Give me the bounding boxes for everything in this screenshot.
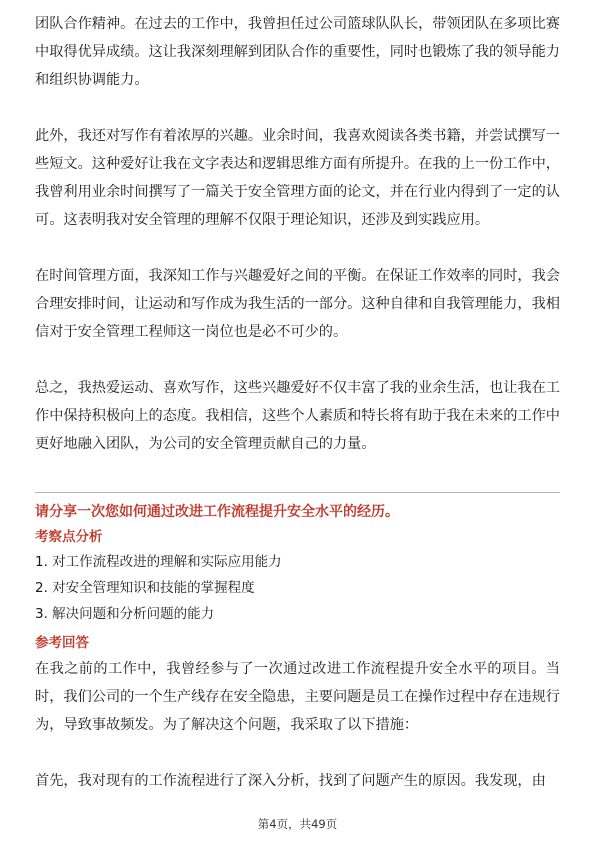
analysis-title: 考察点分析 — [35, 529, 103, 545]
question-heading: 请分享一次您如何通过改进工作流程提升安全水平的经历。 — [35, 504, 399, 520]
paragraph-summary: 总之，我热爱运动、喜欢写作，这些兴趣爱好不仅丰富了我的业余生活，也让我在工作中保持积极向上的态度。我相信，这些个人素质和特长将有助于我在未来的工作中更好地融入团队，为公司的安全管理贡献自己的力量。 — [35, 380, 560, 452]
analysis-item: 3. 解决问题和分析问题的能力 — [35, 606, 215, 622]
analysis-item: 1. 对工作流程改进的理解和实际应用能力 — [35, 554, 282, 570]
reference-paragraph: 在我之前的工作中，我曾经参与了一次通过改进工作流程提升安全水平的项目。当时，我们公司的一个生产线存在安全隐患，主要问题是员工在操作过程中存在违规行为，导致事故频发。为了解决这个问题，我采取了以下措施： — [35, 661, 560, 733]
page-number: 第4页，共49页 — [257, 817, 338, 831]
analysis-item: 2. 对安全管理知识和技能的掌握程度 — [35, 580, 255, 596]
paragraph-writing: 此外，我还对写作有着浓厚的兴趣。业余时间，我喜欢阅读各类书籍，并尝试撰写一些短文。这种爱好让我在文字表达和逻辑思维方面有所提升。在我的上一份工作中，我曾利用业余时间撰写了一篇关于安全管理方面的论文，并在行业内得到了一定的认可。这表明我对安全管理的理解不仅限于理论知识，还涉及到实践应用。 — [35, 128, 560, 228]
section-divider — [35, 492, 560, 493]
paragraph-teamwork: 团队合作精神。在过去的工作中，我曾担任过公司篮球队队长，带领团队在多项比赛中取得优异成绩。这让我深刻理解到团队合作的重要性，同时也锻炼了我的领导能力和组织协调能力。 — [35, 16, 560, 88]
paragraph-time-management: 在时间管理方面，我深知工作与兴趣爱好之间的平衡。在保证工作效率的同时，我会合理安排时间，让运动和写作成为我生活的一部分。这种自律和自我管理能力，我相信对于安全管理工程师这一岗位也是必不可少的。 — [35, 268, 560, 340]
reference-title: 参考回答 — [35, 635, 89, 651]
reference-paragraph: 首先，我对现有的工作流程进行了深入分析，找到了问题产生的原因。我发现，由 — [35, 773, 546, 789]
question-section — [35, 499, 560, 795]
body-text — [35, 10, 560, 458]
